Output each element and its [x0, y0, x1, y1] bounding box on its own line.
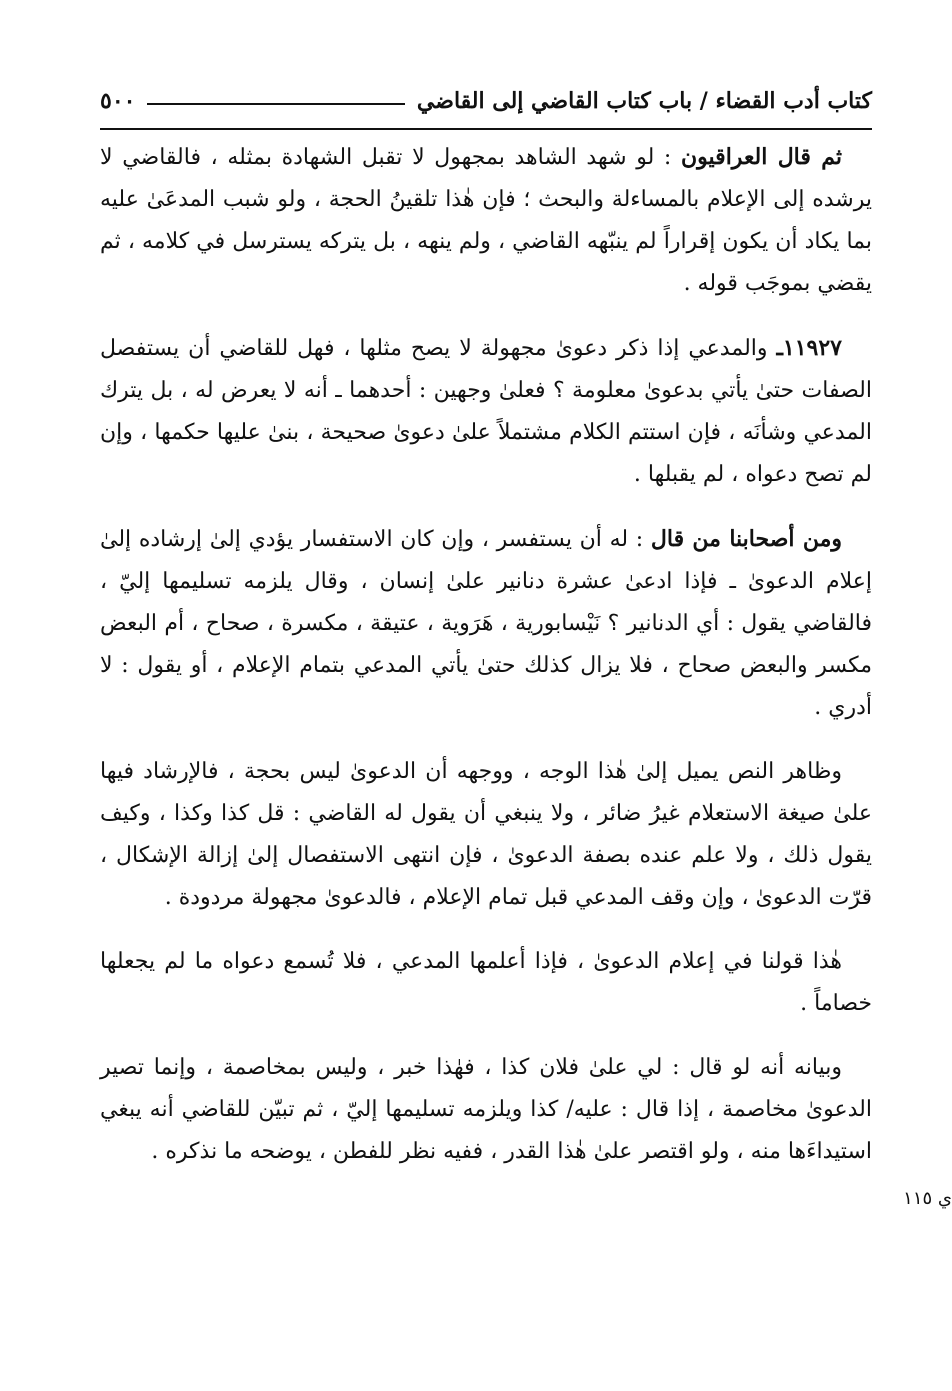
page: [100, 78, 872, 1195]
paragraph-text: والمدعي إذا ذكر دعوىٰ مجهولة لا يصح مثلها ، فهل للقاضي أن يستفصل الصفات حتىٰ يأتي بدعوىٰ معلومة ؟ فعلىٰ وجهين : أحدهما ـ أنه لا يعرض له ، بل يترك المدعي وشأنَه ، فإن استتم الكلام مشتملاً علىٰ دعوىٰ صحيحة ، بنىٰ عليها حكمها ، وإن لم تصح دعواه ، لم يقبلها .: [100, 336, 872, 487]
paragraph-text: وبيانه أنه لو قال : لي علىٰ فلان كذا ، فهٰذا خبر ، وليس بمخاصمة ، وإنما تصير الدعوىٰ مخاصمة ، إذا قال : عليه/ كذا ويلزمه تسليمها إليّ ، ثم تبيّن للقاضي أنه يبغي استيداءَها منه ، ولو اقتصر علىٰ هٰذا القدر ، ففيه نظر للفطن ، يوضحه ما نذكره .: [100, 1055, 872, 1164]
paragraph-text: : له أن يستفسر ، وإن كان الاستفسار يؤدي إلىٰ إرشاده إلىٰ إعلام الدعوىٰ ـ فإذا ادعىٰ عشرة دنانير علىٰ إنسان ، وقال يلزمه تسليمها إليّ ، فالقاضي يقول : أي الدنانير ؟ نَيْسابورية ، هَرَوية ، عتيقة ، مكسرة ، صحاح ، أم البعض مكسر والبعض صحاح ، فلا يزال كذلك حتىٰ يأتي المدعي بتمام الإعلام ، أو يقول : لا أدري .: [100, 527, 872, 720]
paragraph-lead: ومن أصحابنا من قال: [650, 526, 842, 552]
paragraph-5: [100, 941, 872, 1025]
paragraph-3: [100, 518, 872, 729]
paragraph-text: هٰذا قولنا في إعلام الدعوىٰ ، فإذا أعلمها المدعي ، فلا تُسمع دعواه ما لم يجعلها خصاماً .: [100, 949, 872, 1016]
header-title: كتاب أدب القضاء / باب كتاب القاضي إلى القاضي: [416, 88, 872, 114]
paragraph-text: : لو شهد الشاهد بمجهول لا تقبل الشهادة بمثله ، فالقاضي لا يرشده إلى الإعلام بالمساءلة والبحث ؛ فإن هٰذا تلقينُ الحجة ، ولو شبب المدعَىٰ عليه بما يكاد أن يكون إقراراً لم ينبّهه القاضي ، ولم ينهه ، بل يتركه يسترسل في كلامه ، ثم يقضي بموجَب قوله .: [100, 145, 872, 296]
page-number: ٥٠٠: [100, 88, 136, 114]
paragraph-lead: ثم قال العراقيون: [681, 144, 842, 170]
paragraph-6: [100, 1047, 872, 1173]
margin-folio-note: ي ١١٥: [903, 1188, 952, 1209]
paragraph-2: [100, 327, 872, 496]
paragraph-1: [100, 136, 872, 305]
running-header: [100, 78, 872, 130]
paragraph-number: ١١٩٢٧ـ: [776, 335, 842, 361]
header-rule: [147, 103, 404, 105]
paragraph-text: وظاهر النص يميل إلىٰ هٰذا الوجه ، ووجهه أن الدعوىٰ ليس بحجة ، فالإرشاد فيها علىٰ صيغة الاستعلام غيرُ ضائر ، ولا ينبغي أن يقول له القاضي : قل كذا وكذا ، وكيف يقول ذلك ، ولا علم عنده بصفة الدعوىٰ ، فإن انتهى الاستفصال إلىٰ إزالة الإشكال ، قرّت الدعوىٰ ، وإن وقف المدعي قبل تمام الإعلام ، فالدعوىٰ مجهولة مردودة .: [100, 759, 872, 910]
paragraph-4: [100, 751, 872, 919]
